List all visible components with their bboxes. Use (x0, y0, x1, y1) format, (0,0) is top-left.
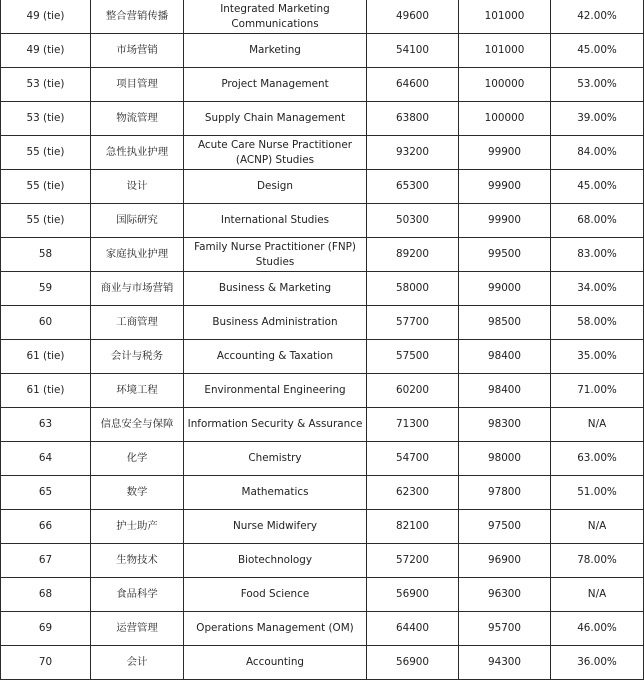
early-pay-cell: 64600 (367, 68, 459, 102)
major-en-cell: Environmental Engineering (184, 374, 367, 408)
major-en-cell: Acute Care Nurse Practitioner (ACNP) Studies (184, 136, 367, 170)
major-en-cell: Mathematics (184, 476, 367, 510)
major-cn-cell: 国际研究 (91, 204, 184, 238)
table-row (1, 238, 644, 272)
table-row (1, 136, 644, 170)
table-row (1, 578, 644, 612)
early-pay-cell: 54100 (367, 34, 459, 68)
major-cn-cell: 化学 (91, 442, 184, 476)
percent-cell: 78.00% (551, 544, 644, 578)
major-en-cell: Nurse Midwifery (184, 510, 367, 544)
mid-pay-cell: 98500 (459, 306, 551, 340)
rank-cell: 55 (tie) (1, 204, 91, 238)
mid-pay-cell: 99000 (459, 272, 551, 306)
mid-pay-cell: 98400 (459, 374, 551, 408)
mid-pay-cell: 99500 (459, 238, 551, 272)
major-cn-cell: 护士助产 (91, 510, 184, 544)
table-row (1, 340, 644, 374)
percent-cell: 53.00% (551, 68, 644, 102)
major-cn-cell: 食品科学 (91, 578, 184, 612)
major-cn-cell: 信息安全与保障 (91, 408, 184, 442)
mid-pay-cell: 101000 (459, 0, 551, 34)
early-pay-cell: 62300 (367, 476, 459, 510)
table-body (1, 0, 644, 680)
percent-cell: 83.00% (551, 238, 644, 272)
rank-cell: 55 (tie) (1, 170, 91, 204)
percent-cell: 45.00% (551, 170, 644, 204)
major-cn-cell: 项目管理 (91, 68, 184, 102)
early-pay-cell: 58000 (367, 272, 459, 306)
table-row (1, 170, 644, 204)
percent-cell: 84.00% (551, 136, 644, 170)
mid-pay-cell: 100000 (459, 102, 551, 136)
major-en-cell: Food Science (184, 578, 367, 612)
percent-cell: 46.00% (551, 612, 644, 646)
mid-pay-cell: 96300 (459, 578, 551, 612)
mid-pay-cell: 99900 (459, 204, 551, 238)
rank-cell: 61 (tie) (1, 374, 91, 408)
major-cn-cell: 市场营销 (91, 34, 184, 68)
table-row (1, 204, 644, 238)
major-cn-cell: 家庭执业护理 (91, 238, 184, 272)
table-row (1, 102, 644, 136)
table-row (1, 442, 644, 476)
table-row (1, 0, 644, 34)
table-row (1, 646, 644, 680)
percent-cell: 39.00% (551, 102, 644, 136)
percent-cell: 71.00% (551, 374, 644, 408)
rank-cell: 64 (1, 442, 91, 476)
rank-cell: 59 (1, 272, 91, 306)
early-pay-cell: 63800 (367, 102, 459, 136)
major-en-cell: Operations Management (OM) (184, 612, 367, 646)
early-pay-cell: 56900 (367, 578, 459, 612)
major-en-cell: Supply Chain Management (184, 102, 367, 136)
major-en-cell: Project Management (184, 68, 367, 102)
mid-pay-cell: 101000 (459, 34, 551, 68)
major-en-cell: Biotechnology (184, 544, 367, 578)
major-cn-cell: 环境工程 (91, 374, 184, 408)
mid-pay-cell: 98000 (459, 442, 551, 476)
major-cn-cell: 工商管理 (91, 306, 184, 340)
early-pay-cell: 57500 (367, 340, 459, 374)
major-en-cell: Marketing (184, 34, 367, 68)
early-pay-cell: 71300 (367, 408, 459, 442)
early-pay-cell: 89200 (367, 238, 459, 272)
major-cn-cell: 整合营销传播 (91, 0, 184, 34)
percent-cell: 42.00% (551, 0, 644, 34)
major-cn-cell: 会计与税务 (91, 340, 184, 374)
table-row (1, 272, 644, 306)
early-pay-cell: 82100 (367, 510, 459, 544)
major-en-cell: International Studies (184, 204, 367, 238)
table-row (1, 68, 644, 102)
early-pay-cell: 54700 (367, 442, 459, 476)
major-cn-cell: 运营管理 (91, 612, 184, 646)
rank-cell: 58 (1, 238, 91, 272)
table-row (1, 374, 644, 408)
rank-cell: 53 (tie) (1, 102, 91, 136)
rank-cell: 49 (tie) (1, 0, 91, 34)
major-cn-cell: 设计 (91, 170, 184, 204)
major-en-cell: Integrated Marketing Communications (184, 0, 367, 34)
major-cn-cell: 商业与市场营销 (91, 272, 184, 306)
mid-pay-cell: 97500 (459, 510, 551, 544)
percent-cell: 45.00% (551, 34, 644, 68)
major-en-cell: Chemistry (184, 442, 367, 476)
table-row (1, 408, 644, 442)
major-cn-cell: 生物技术 (91, 544, 184, 578)
rank-cell: 65 (1, 476, 91, 510)
mid-pay-cell: 97800 (459, 476, 551, 510)
major-cn-cell: 急性执业护理 (91, 136, 184, 170)
major-en-cell: Family Nurse Practitioner (FNP) Studies (184, 238, 367, 272)
percent-cell: 34.00% (551, 272, 644, 306)
table-row (1, 306, 644, 340)
percent-cell: 35.00% (551, 340, 644, 374)
early-pay-cell: 50300 (367, 204, 459, 238)
rank-cell: 61 (tie) (1, 340, 91, 374)
percent-cell: 36.00% (551, 646, 644, 680)
major-en-cell: Accounting (184, 646, 367, 680)
major-en-cell: Business Administration (184, 306, 367, 340)
mid-pay-cell: 94300 (459, 646, 551, 680)
percent-cell: N/A (551, 408, 644, 442)
percent-cell: 63.00% (551, 442, 644, 476)
major-en-cell: Business & Marketing (184, 272, 367, 306)
rank-cell: 68 (1, 578, 91, 612)
table-row (1, 34, 644, 68)
table-row (1, 544, 644, 578)
mid-pay-cell: 98300 (459, 408, 551, 442)
rank-cell: 53 (tie) (1, 68, 91, 102)
mid-pay-cell: 100000 (459, 68, 551, 102)
table-row (1, 510, 644, 544)
early-pay-cell: 57700 (367, 306, 459, 340)
early-pay-cell: 49600 (367, 0, 459, 34)
percent-cell: 51.00% (551, 476, 644, 510)
major-en-cell: Design (184, 170, 367, 204)
early-pay-cell: 56900 (367, 646, 459, 680)
major-en-cell: Accounting & Taxation (184, 340, 367, 374)
rank-cell: 70 (1, 646, 91, 680)
early-pay-cell: 93200 (367, 136, 459, 170)
early-pay-cell: 60200 (367, 374, 459, 408)
mid-pay-cell: 98400 (459, 340, 551, 374)
major-cn-cell: 物流管理 (91, 102, 184, 136)
early-pay-cell: 64400 (367, 612, 459, 646)
early-pay-cell: 65300 (367, 170, 459, 204)
rank-cell: 67 (1, 544, 91, 578)
mid-pay-cell: 95700 (459, 612, 551, 646)
early-pay-cell: 57200 (367, 544, 459, 578)
major-cn-cell: 会计 (91, 646, 184, 680)
mid-pay-cell: 96900 (459, 544, 551, 578)
major-cn-cell: 数学 (91, 476, 184, 510)
percent-cell: 58.00% (551, 306, 644, 340)
rank-cell: 69 (1, 612, 91, 646)
table-row (1, 612, 644, 646)
rank-cell: 55 (tie) (1, 136, 91, 170)
mid-pay-cell: 99900 (459, 170, 551, 204)
major-en-cell: Information Security & Assurance (184, 408, 367, 442)
rank-cell: 66 (1, 510, 91, 544)
rank-cell: 63 (1, 408, 91, 442)
percent-cell: N/A (551, 510, 644, 544)
percent-cell: N/A (551, 578, 644, 612)
rank-cell: 49 (tie) (1, 34, 91, 68)
mid-pay-cell: 99900 (459, 136, 551, 170)
rank-cell: 60 (1, 306, 91, 340)
percent-cell: 68.00% (551, 204, 644, 238)
table-row (1, 476, 644, 510)
